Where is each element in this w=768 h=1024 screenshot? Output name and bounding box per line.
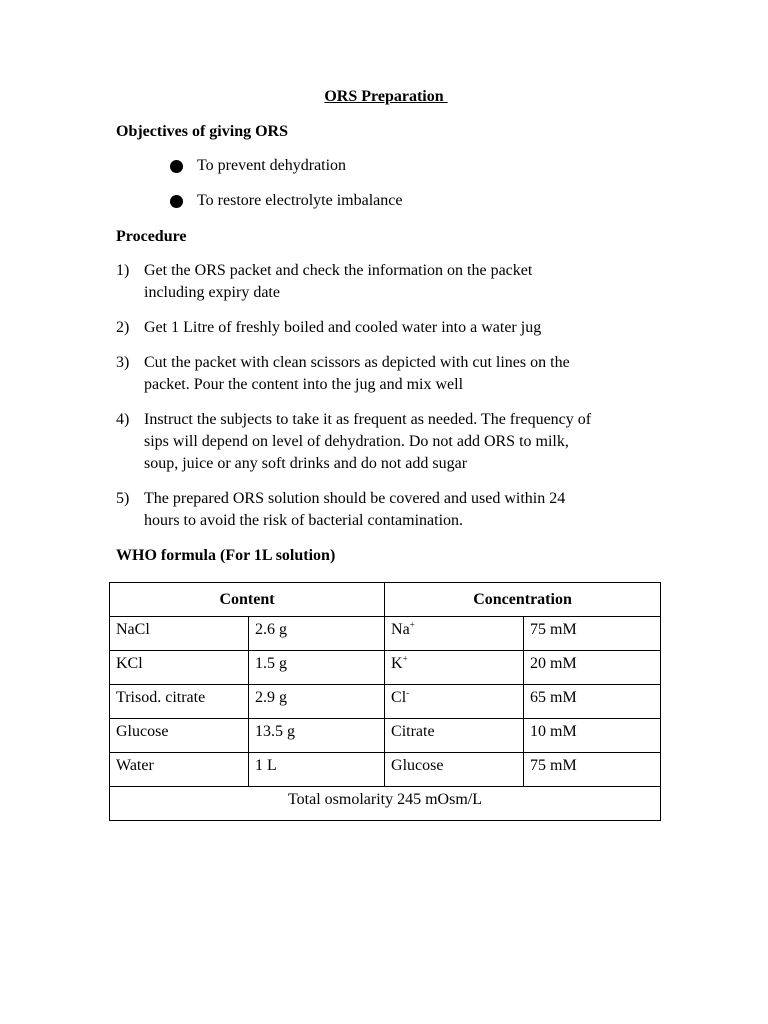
step-number: 4) (116, 411, 130, 428)
procedure-step-5 (116, 488, 656, 532)
ion-cell: Citrate (385, 719, 524, 753)
step-line: Get the ORS packet and check the information on the packet (144, 262, 533, 279)
table-row (110, 651, 661, 685)
amount-cell: 1.5 g (249, 651, 385, 685)
ion-charge: + (402, 653, 408, 664)
content-cell: Trisod. citrate (110, 685, 249, 719)
table-row (110, 685, 661, 719)
step-line: Get 1 Litre of freshly boiled and cooled water into a water jug (144, 319, 542, 336)
content-header: Content (110, 583, 385, 617)
who-formula-table (109, 582, 661, 821)
total-osmolarity-cell: Total osmolarity 245 mOsm/L (110, 787, 661, 821)
procedure-step-4 (116, 409, 656, 475)
step-line: The prepared ORS solution should be covered and used within 24 (144, 490, 566, 507)
objective-item (170, 190, 402, 212)
table-row (110, 719, 661, 753)
ion-cell: Na+ (385, 617, 524, 651)
bullet-dot-icon (170, 160, 183, 173)
content-cell: Water (110, 753, 249, 787)
procedure-step-2 (116, 317, 656, 339)
ion-cell: Glucose (385, 753, 524, 787)
concentration-cell: 75 mM (524, 617, 661, 651)
objectives-heading: Objectives of giving ORS (116, 123, 288, 140)
ion-charge: - (406, 687, 410, 698)
ion-cell: Cl- (385, 685, 524, 719)
ion-charge: + (409, 619, 415, 630)
amount-cell: 1 L (249, 753, 385, 787)
amount-cell: 13.5 g (249, 719, 385, 753)
objective-item (170, 155, 346, 177)
concentration-cell: 75 mM (524, 753, 661, 787)
document-title: ORS Preparation (324, 88, 448, 105)
amount-cell: 2.6 g (249, 617, 385, 651)
content-cell: NaCl (110, 617, 249, 651)
procedure-step-1 (116, 260, 656, 304)
step-line: packet. Pour the content into the jug and mix well (144, 376, 464, 393)
amount-cell: 2.9 g (249, 685, 385, 719)
concentration-cell: 10 mM (524, 719, 661, 753)
step-line: hours to avoid the risk of bacterial contamination. (144, 512, 464, 529)
who-formula-heading: WHO formula (For 1L solution) (116, 547, 336, 564)
table-total-row (110, 787, 661, 821)
objective-text: To restore electrolyte imbalance (197, 192, 403, 209)
procedure-heading: Procedure (116, 228, 187, 245)
step-number: 2) (116, 319, 130, 336)
step-number: 3) (116, 354, 130, 371)
objective-text: To prevent dehydration (197, 157, 347, 174)
step-number: 1) (116, 262, 130, 279)
ion-cell: K+ (385, 651, 524, 685)
table-header-row (110, 583, 661, 617)
step-line: Cut the packet with clean scissors as depicted with cut lines on the (144, 354, 570, 371)
table-row (110, 617, 661, 651)
content-cell: KCl (110, 651, 249, 685)
concentration-header: Concentration (385, 583, 661, 617)
concentration-cell: 65 mM (524, 685, 661, 719)
step-number: 5) (116, 490, 130, 507)
step-line: including expiry date (144, 284, 280, 301)
step-line: Instruct the subjects to take it as frequent as needed. The frequency of (144, 411, 592, 428)
concentration-cell: 20 mM (524, 651, 661, 685)
bullet-dot-icon (170, 195, 183, 208)
procedure-step-3 (116, 352, 656, 396)
step-line: sips will depend on level of dehydration. Do not add ORS to milk, (144, 433, 569, 450)
step-line: soup, juice or any soft drinks and do not add sugar (144, 455, 468, 472)
table-row (110, 753, 661, 787)
content-cell: Glucose (110, 719, 249, 753)
